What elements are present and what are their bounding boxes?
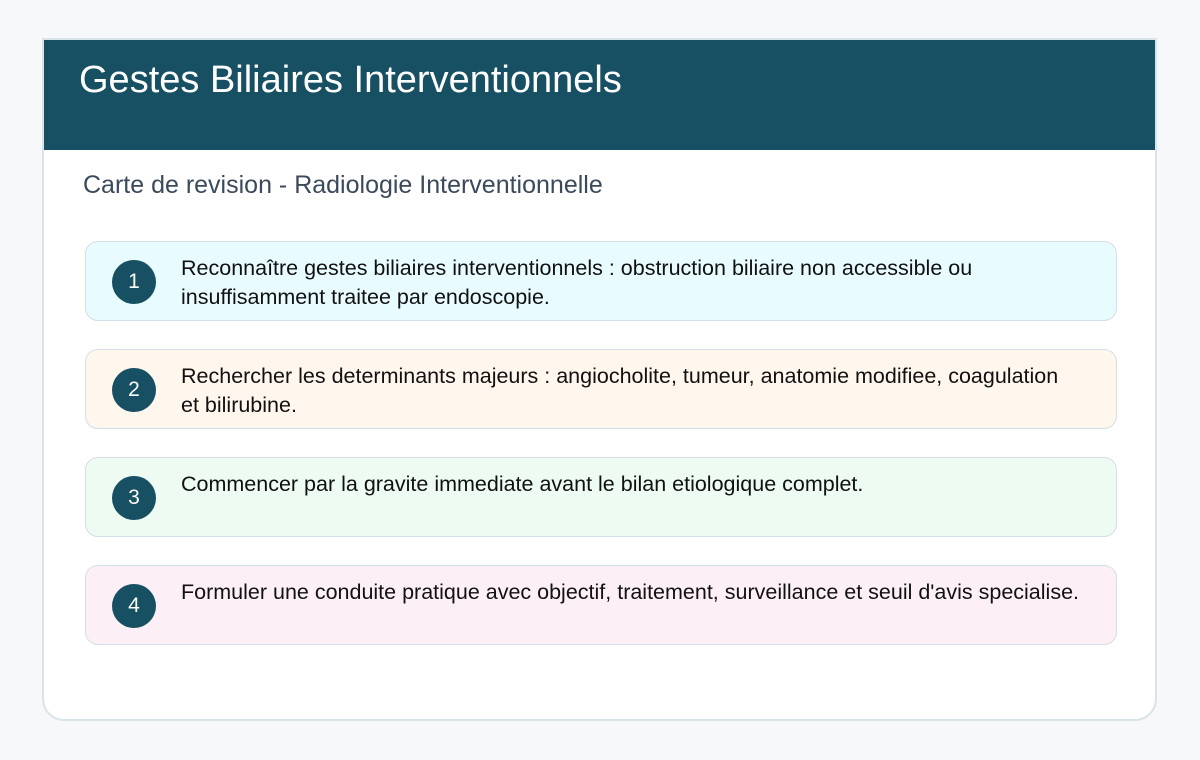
list-item [85,241,1117,321]
page-title: Gestes Biliaires Interventionnels [79,59,622,101]
item-number-badge: 2 [112,368,156,412]
item-number-badge: 3 [112,476,156,520]
item-text: Rechercher les determinants majeurs : angiocholite, tumeur, anatomie modifiee, coagulation et bilirubine. [181,364,1059,417]
item-number-badge: 1 [112,260,156,304]
item-text: Formuler une conduite pratique avec objectif, traitement, surveillance et seuil d'avis specialise. [181,580,1080,604]
list-item [85,457,1117,537]
list-item [85,349,1117,429]
item-text: Commencer par la gravite immediate avant le bilan etiologique complet. [181,472,864,496]
revision-card [42,38,1157,721]
item-text: Reconnaître gestes biliaires interventionnels : obstruction biliaire non accessible ou insuffisamment traitee par endoscopie. [181,256,973,309]
card-subtitle: Carte de revision - Radiologie Interventionnelle [83,171,603,199]
card-header [42,38,1157,150]
list-item [85,565,1117,645]
item-number-badge: 4 [112,584,156,628]
